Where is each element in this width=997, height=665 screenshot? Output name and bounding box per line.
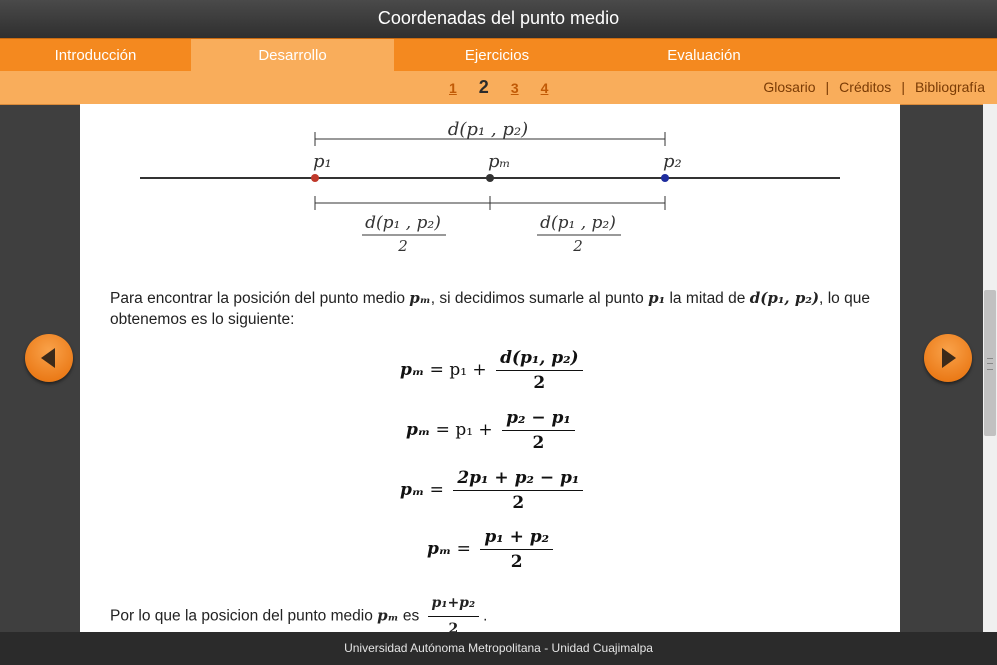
text-segment: , lo que obtenemos es lo siguiente: bbox=[110, 290, 870, 328]
text-segment: . bbox=[483, 607, 488, 625]
fraction-numerator: p₁ + p₂ bbox=[480, 527, 553, 550]
point-p1 bbox=[311, 174, 319, 182]
midpoint-diagram bbox=[80, 104, 900, 264]
pagination bbox=[438, 71, 559, 104]
fraction-denominator: 2 bbox=[510, 552, 523, 572]
equation-fraction bbox=[502, 408, 575, 453]
half-left-denominator: 2 bbox=[398, 237, 408, 255]
separator: | bbox=[901, 79, 905, 95]
window-title: Coordenadas del punto medio bbox=[0, 0, 997, 38]
point-label-pm: pₘ bbox=[488, 151, 511, 172]
scrollbar-thumb[interactable] bbox=[984, 290, 996, 436]
text-segment: Para encontrar la posición del punto medio bbox=[110, 290, 410, 307]
fraction-numerator: p₂ − p₁ bbox=[502, 408, 575, 431]
equation-operator: = bbox=[451, 539, 477, 559]
point-label-p2: p₂ bbox=[663, 151, 682, 172]
text-segment: la mitad de bbox=[665, 290, 750, 307]
math-p1: p₁ bbox=[648, 289, 666, 307]
page-link-3[interactable]: 3 bbox=[510, 79, 519, 96]
equation-lhs: pₘ bbox=[400, 480, 425, 500]
text-segment: es bbox=[398, 607, 424, 625]
main-nav bbox=[0, 38, 997, 72]
next-page-button[interactable] bbox=[924, 334, 972, 382]
equation-operator: = bbox=[424, 480, 450, 500]
text-segment: , si decidimos sumarle al punto bbox=[430, 290, 649, 307]
point-pm bbox=[486, 174, 494, 182]
half-left-numerator: d(p₁ , p₂) bbox=[365, 213, 441, 233]
glossary-link[interactable]: Glosario bbox=[763, 79, 816, 95]
math-distance: d(p₁, p₂) bbox=[749, 289, 820, 307]
content-panel bbox=[80, 104, 900, 632]
fraction-denominator: 2 bbox=[512, 493, 525, 513]
chevron-right-icon bbox=[924, 334, 972, 382]
point-label-p1: p₁ bbox=[313, 151, 332, 172]
fraction-denominator: 2 bbox=[532, 433, 545, 453]
credits-link[interactable]: Créditos bbox=[839, 79, 892, 95]
scrollbar[interactable] bbox=[983, 104, 997, 632]
fraction-denominator: 2 bbox=[448, 621, 459, 632]
math-pm: pₘ bbox=[409, 289, 431, 307]
grip-icon bbox=[987, 358, 993, 370]
tab-evaluacion[interactable]: Evaluación bbox=[667, 47, 741, 64]
bibliography-link[interactable]: Bibliografía bbox=[914, 79, 985, 95]
page-link-1[interactable]: 1 bbox=[449, 79, 457, 96]
half-right-numerator: d(p₁ , p₂) bbox=[540, 213, 616, 233]
point-p2 bbox=[661, 174, 669, 182]
equation-fraction bbox=[480, 527, 553, 572]
distance-label: d(p₁ , p₂) bbox=[447, 119, 529, 140]
paragraph-intro bbox=[110, 288, 870, 330]
tab-introduccion[interactable]: Introducción bbox=[54, 47, 137, 64]
inline-fraction bbox=[428, 593, 480, 632]
page-current: 2 bbox=[478, 77, 489, 97]
equation-operator: = p₁ + bbox=[430, 420, 499, 440]
prev-page-button[interactable] bbox=[25, 334, 73, 382]
fraction-numerator: 2p₁ + p₂ − p₁ bbox=[453, 468, 583, 491]
equation-fraction bbox=[453, 468, 583, 513]
fraction-numerator: p₁+p₂ bbox=[428, 593, 480, 617]
math-pm: pₘ bbox=[377, 606, 399, 625]
footer: Universidad Autónoma Metropolitana - Unidad Cuajimalpa bbox=[0, 632, 997, 665]
chevron-left-icon bbox=[25, 334, 73, 382]
equation-lhs: pₘ bbox=[427, 539, 452, 559]
fraction-denominator: 2 bbox=[533, 373, 546, 393]
fraction-numerator: d(p₁, p₂) bbox=[496, 348, 582, 371]
text-segment: Por lo que la posicion del punto medio bbox=[110, 607, 378, 625]
paragraph-conclusion bbox=[110, 593, 870, 632]
separator: | bbox=[825, 79, 830, 95]
tab-desarrollo[interactable]: Desarrollo bbox=[191, 39, 394, 72]
equation-fraction bbox=[496, 348, 582, 393]
half-right-denominator: 2 bbox=[573, 237, 583, 255]
page-link-4[interactable]: 4 bbox=[540, 79, 549, 96]
sub-nav bbox=[0, 71, 997, 105]
equation-lhs: pₘ bbox=[400, 360, 425, 380]
equation-lhs: pₘ bbox=[406, 420, 431, 440]
resource-links bbox=[763, 71, 985, 104]
equation-operator: = p₁ + bbox=[424, 360, 493, 380]
tab-ejercicios[interactable]: Ejercicios bbox=[464, 47, 530, 64]
